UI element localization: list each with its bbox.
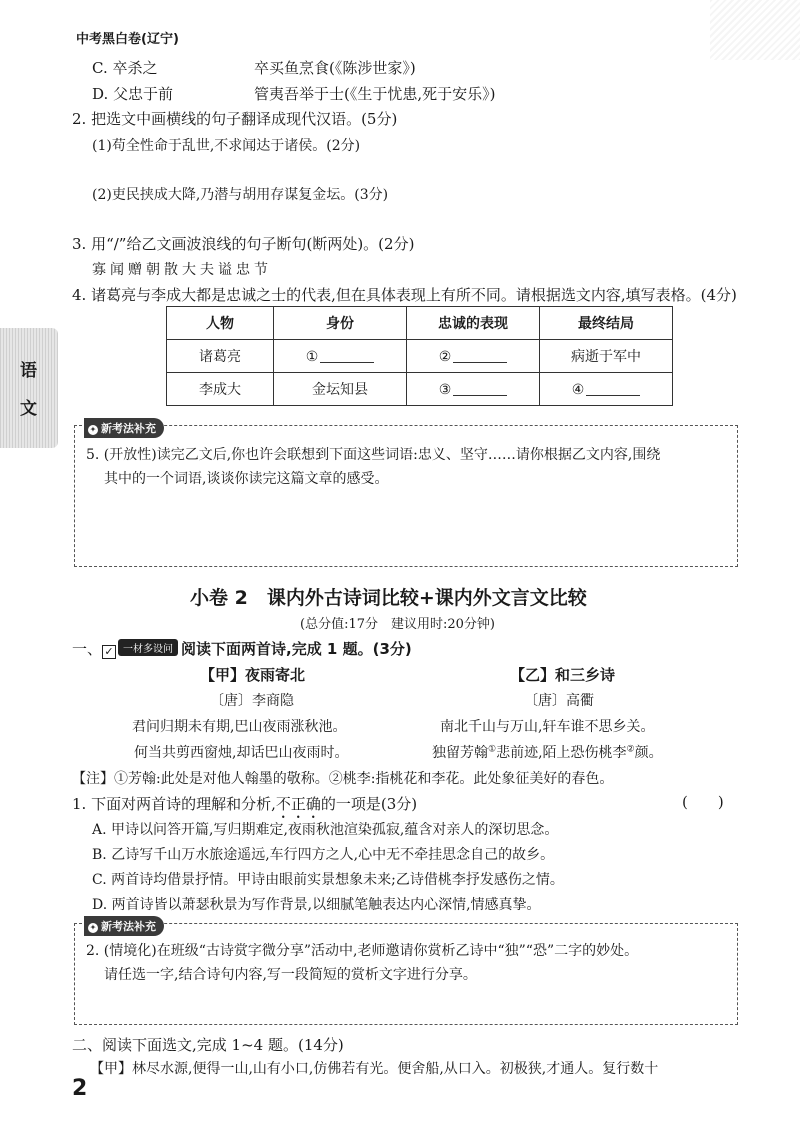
section-subtitle: (总分值:17分 建议用时:20分钟) [300, 617, 495, 632]
poem-jia-line-2: 何当共剪西窗烛,却话巴山夜雨时。 [134, 745, 349, 761]
table-cell: 金坛知县 [274, 373, 407, 406]
poem-text: 颜。 [634, 745, 663, 761]
multi-question-badge: 一材多设问 [118, 639, 178, 656]
table-row [167, 340, 673, 373]
question-4-stem: 4. 诸葛亮与李成大都是忠诚之士的代表,但在具体表现上有所不同。请根据选文内容,填写表格。(4分) [72, 286, 737, 304]
answer-blank[interactable] [453, 381, 507, 396]
question-5-line-1: 5. (开放性)读完乙文后,你也许会联想到下面这些词语:忠义、坚守……请你根据乙文内容,围绕 [86, 447, 661, 463]
answer-blank[interactable] [453, 348, 507, 363]
question-3-stem: 3. 用“/”给乙文画波浪线的句子断句(断两处)。(2分) [72, 235, 415, 253]
mc-option-a: A. 甲诗以问答开篇,写归期难定,夜雨秋池渲染孤寂,蕴含对亲人的深切思念。 [92, 822, 559, 838]
tag-label: 新考法补充 [101, 422, 156, 435]
blank-number: ② [438, 348, 452, 365]
new-method-tag [84, 916, 164, 936]
question-2-stem: 2. 把选文中画横线的句子翻译成现代汉语。(5分) [72, 110, 398, 128]
mc-option-c: C. 两首诗均借景抒情。甲诗由眼前实景想象未来;乙诗借桃李抒发感伤之情。 [92, 872, 564, 888]
table-cell-blank[interactable] [407, 340, 540, 373]
option-d-compare: 管夷吾举于士(《生于忧患,死于安乐》) [254, 85, 496, 103]
option-c-compare: 卒买鱼烹食(《陈涉世家》) [254, 59, 416, 77]
poem-note: 【注】①芳翰:此处是对他人翰墨的敬称。②桃李:指桃花和李花。此处象征美好的春色。 [72, 771, 614, 787]
table-cell: 李成大 [167, 373, 274, 406]
page-number: 2 [72, 1076, 88, 1101]
poem-jia-author: 〔唐〕李商隐 [210, 693, 294, 709]
mc-stem [72, 793, 417, 822]
mc-stem-text: 1. 下面对两首诗的理解和分析, [72, 795, 276, 813]
checkbox-icon: ✓ [102, 645, 116, 659]
question-4-table [166, 306, 673, 406]
poem-text: 独留芳翰 [432, 745, 488, 761]
lightbulb-icon: ✦ [89, 425, 97, 434]
mc-option-b: B. 乙诗写千山万水旅途遥远,车行四方之人,心中无不牵挂思念自己的故乡。 [92, 847, 555, 863]
footnote-mark: ② [626, 744, 635, 755]
poem-text: 悲前迹,陌上恐伤桃李 [496, 745, 627, 761]
blank-number: ④ [571, 381, 585, 398]
tag-label: 新考法补充 [101, 920, 156, 933]
footnote-mark: ① [488, 744, 497, 755]
side-tab-char: 语 [20, 361, 37, 381]
question-2-line-1: 2. (情境化)在班级“古诗赏字微分享”活动中,老师邀请你赏析乙诗中“独”“恐”二字的妙处。 [86, 943, 639, 959]
new-method-tag [84, 418, 164, 438]
table-cell-blank[interactable] [540, 373, 673, 406]
poem-jia-line-1: 君问归期未有期,巴山夜雨涨秋池。 [132, 719, 347, 735]
table-header: 身份 [274, 307, 407, 340]
answer-parentheses[interactable]: ( ) [682, 793, 724, 811]
mc-option-d: D. 两首诗皆以萧瑟秋景为写作背景,以细腻笔触表达内心深情,情感真挚。 [92, 897, 541, 913]
mc-stem-text: 的一项是(3分) [320, 795, 418, 813]
side-tab-char: 文 [20, 399, 37, 419]
lightbulb-icon: ✦ [89, 923, 97, 932]
corner-texture [710, 0, 800, 60]
poem-yi-title: 【乙】和三乡诗 [510, 666, 616, 684]
question-5-line-2: 其中的一个词语,谈谈你读完这篇文章的感受。 [104, 471, 389, 487]
part-1-prefix: 一、 [72, 640, 103, 658]
table-header: 人物 [167, 307, 274, 340]
poem-yi-author: 〔唐〕高衢 [524, 693, 594, 709]
mc-stem-emphasis: 不正确 [275, 795, 321, 813]
subject-side-tab [0, 328, 58, 448]
question-2-sentence-1: (1)苟全性命于乱世,不求闻达于诸侯。(2分) [92, 138, 361, 154]
poem-yi-line-2 [432, 742, 663, 762]
page-header: 中考黑白卷(辽宁) [76, 32, 179, 47]
part-2-stem: 二、阅读下面选文,完成 1~4 题。(14分) [72, 1036, 344, 1054]
part-2-passage: 【甲】林尽水源,便得一山,山有小口,仿佛若有光。便舍船,从口入。初极狭,才通人。复行数十 [90, 1061, 659, 1077]
table-header: 最终结局 [540, 307, 673, 340]
question-2-line-2: 请任选一字,结合诗句内容,写一段简短的赏析文字进行分享。 [104, 967, 477, 983]
poem-yi-line-1: 南北千山与万山,轩车谁不思乡关。 [440, 719, 655, 735]
answer-blank[interactable] [586, 381, 640, 396]
option-c-label: C. 卒杀之 [92, 59, 158, 77]
question-2-sentence-2: (2)吏民挟成大降,乃潜与胡用存谋复金坛。(3分) [92, 187, 389, 203]
blank-number: ③ [438, 381, 452, 398]
part-1-text: 阅读下面两首诗,完成 1 题。(3分) [181, 640, 412, 658]
table-header: 忠诚的表现 [407, 307, 540, 340]
part-1-stem [72, 638, 412, 659]
table-cell-blank[interactable] [407, 373, 540, 406]
section-title: 小卷 2 课内外古诗词比较+课内外文言文比较 [190, 587, 587, 609]
table-cell-blank[interactable] [274, 340, 407, 373]
table-header-row [167, 307, 673, 340]
option-d-label: D. 父忠于前 [92, 85, 174, 103]
blank-number: ① [305, 348, 319, 365]
table-row [167, 373, 673, 406]
answer-blank[interactable] [320, 348, 374, 363]
table-cell: 诸葛亮 [167, 340, 274, 373]
question-3-sentence: 寡闻赠朝散大夫谥忠节 [92, 262, 272, 278]
table-cell: 病逝于军中 [540, 340, 673, 373]
poem-jia-title: 【甲】夜雨寄北 [200, 666, 306, 684]
